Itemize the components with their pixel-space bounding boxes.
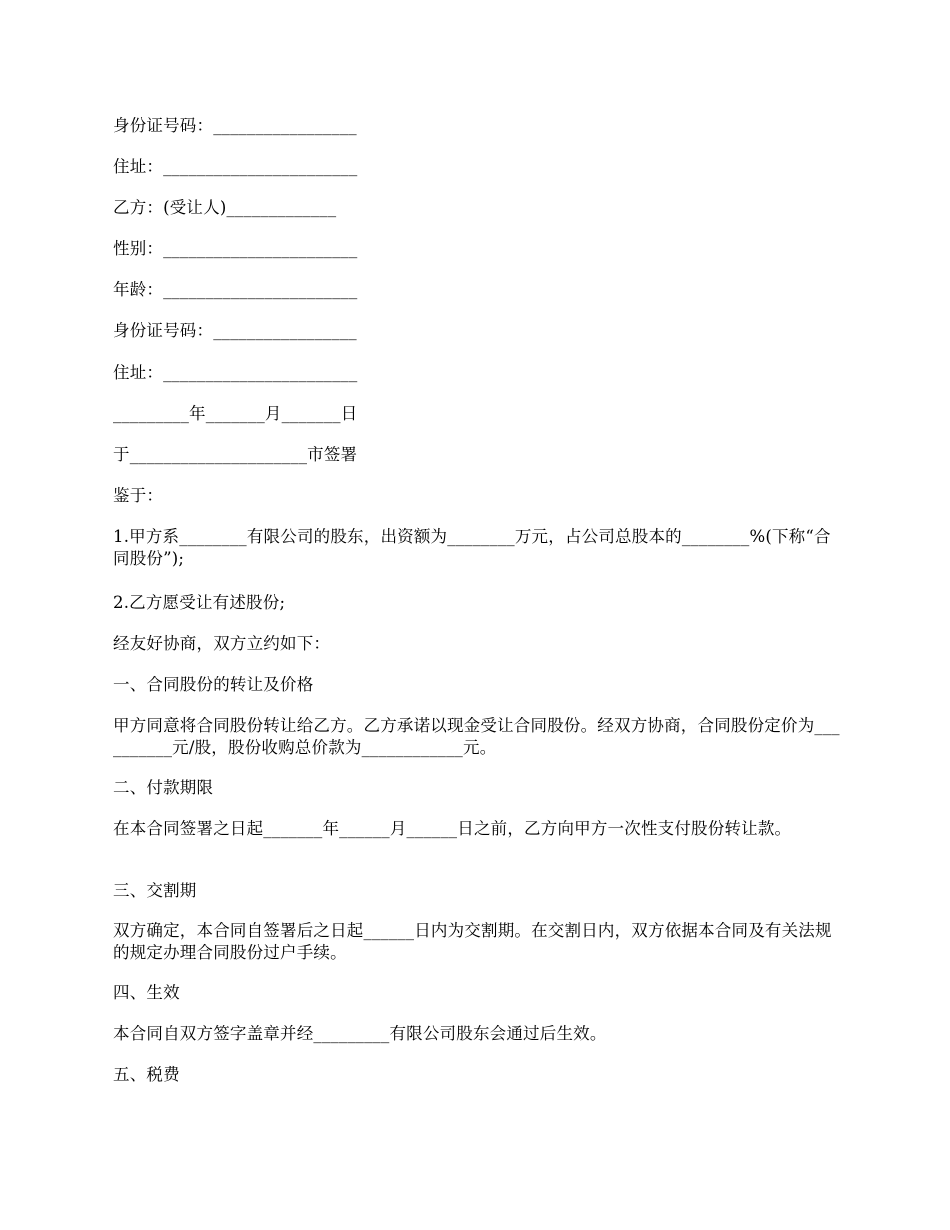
section-5-heading: 五、税费 bbox=[113, 1065, 180, 1084]
party-b-address-field: 住址：_______________________ bbox=[113, 363, 358, 382]
party-a-id-number-field: 身份证号码：_________________ bbox=[113, 116, 357, 135]
party-b-heading: 乙方：(受让人)_____________ bbox=[113, 198, 337, 217]
section-4-heading: 四、生效 bbox=[113, 983, 180, 1002]
party-b-age-field: 年龄：_______________________ bbox=[113, 280, 358, 299]
recital-1-paragraph: 1.甲方系________有限公司的股东，出资额为________万元，占公司总股本的________%(下称“合同股份”); bbox=[113, 527, 831, 568]
agreement-intro-paragraph: 经友好协商，双方立约如下： bbox=[113, 634, 331, 653]
section-2-paragraph: 在本合同签署之日起_______年______月______日之前，乙方向甲方一次性支付股份转让款。 bbox=[113, 819, 792, 838]
party-b-gender-field: 性别：_______________________ bbox=[113, 239, 358, 258]
section-3-paragraph: 双方确定，本合同自签署后之日起______日内为交割期。在交割日内，双方依据本合同及有关法规的规定办理合同股份过户手续。 bbox=[113, 921, 832, 962]
signing-place-field: 于_____________________市签署 bbox=[113, 445, 358, 464]
recital-2-paragraph: 2.乙方愿受让有述股份; bbox=[113, 593, 286, 612]
party-b-id-number-field: 身份证号码：_________________ bbox=[113, 321, 357, 340]
section-2-heading: 二、付款期限 bbox=[113, 778, 214, 797]
signing-date-field: _________年_______月_______日 bbox=[113, 404, 358, 423]
party-a-address-field: 住址：_______________________ bbox=[113, 157, 358, 176]
whereas-heading: 鉴于： bbox=[113, 486, 164, 505]
section-1-heading: 一、合同股份的转让及价格 bbox=[113, 675, 314, 694]
section-4-paragraph: 本合同自双方签字盖章并经_________有限公司股东会通过后生效。 bbox=[113, 1024, 607, 1043]
section-3-heading: 三、交割期 bbox=[113, 881, 197, 900]
section-1-paragraph: 甲方同意将合同股份转让给乙方。乙方承诺以现金受让合同股份。经双方协商，合同股份定价为__________元/股，股份收购总价款为____________元。 bbox=[113, 716, 840, 757]
